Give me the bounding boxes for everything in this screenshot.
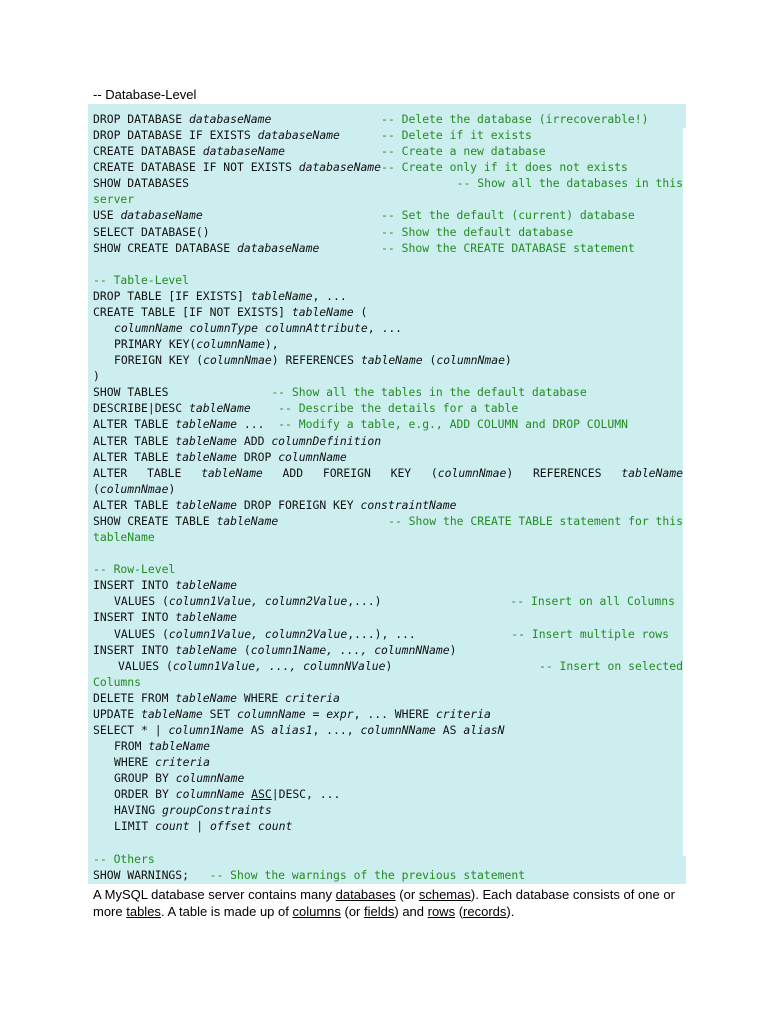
code-line: ALTER TABLE tableName ADD columnDefinition (93, 433, 382, 448)
link-tables[interactable]: tables (126, 904, 161, 919)
code-line: INSERT INTO tableName (93, 578, 238, 593)
code-line: CREATE DATABASE IF NOT EXISTS databaseName-- Create only if it does not exists (93, 160, 628, 175)
code-line: ALTER TABLE tableName ... -- Modify a table, e.g., ADD COLUMN and DROP COLUMN (93, 417, 628, 432)
link-databases[interactable]: databases (335, 887, 396, 902)
code-line: (columnNmae) (93, 481, 176, 496)
blank-line (93, 545, 683, 561)
code-line: server (93, 192, 135, 207)
link-records[interactable]: records (463, 904, 507, 919)
code-line: DROP DATABASE IF EXISTS databaseName -- Delete if it exists (93, 128, 532, 143)
code-line: DROP TABLE [IF EXISTS] tableName, ... (93, 288, 347, 303)
code-line: ALTER TABLE tableName DROP FOREIGN KEY constraintName (93, 497, 457, 512)
code-line: HAVING groupConstraints (114, 803, 272, 818)
code-line: -- Table-Level (93, 272, 190, 287)
code-line: ORDER BY columnName ASC|DESC, ... (114, 787, 341, 802)
code-line: DESCRIBE|DESC tableName -- Describe the details for a table (93, 401, 519, 416)
section-heading: -- Database-Level (93, 87, 197, 102)
code-block (93, 111, 683, 883)
code-line: VALUES (column1Value, column2Value,...) -- Insert on all Columns (114, 594, 675, 609)
blank-line (93, 835, 683, 851)
code-line: INSERT INTO tableName (column1Name, ..., columnNName) (93, 642, 457, 657)
code-line: FOREIGN KEY (columnNmae) REFERENCES tableName (columnNmae) (114, 353, 512, 368)
code-line: CREATE DATABASE databaseName -- Create a new database (93, 144, 546, 159)
code-line: LIMIT count | offset count (114, 819, 293, 834)
code-line: CREATE TABLE [IF NOT EXISTS] tableName ( (93, 304, 368, 319)
code-line: DELETE FROM tableName WHERE criteria (93, 690, 340, 705)
code-line: INSERT INTO tableName (93, 610, 238, 625)
code-line: PRIMARY KEY(columnName), (114, 337, 279, 352)
code-line: ) (93, 369, 100, 384)
code-line: SHOW CREATE TABLE tableName -- Show the CREATE TABLE statement for this (93, 513, 683, 528)
blank-line (93, 256, 683, 272)
code-line: VALUES (column1Value, ..., columnNValue) -- Insert on selected (118, 658, 683, 673)
code-line: SHOW CREATE DATABASE databaseName -- Show the CREATE DATABASE statement (93, 240, 635, 255)
link-rows[interactable]: rows (427, 904, 456, 919)
code-line: tableName (93, 530, 155, 545)
code-line: USE databaseName -- Set the default (current) database (93, 208, 635, 223)
code-line: SHOW TABLES -- Show all the tables in the default database (93, 385, 587, 400)
code-line: GROUP BY columnName (114, 771, 245, 786)
code-line: ALTER TABLE tableName ADD FOREIGN KEY (columnNmae) REFERENCES tableName (93, 465, 683, 480)
description-paragraph: A MySQL database server contains many databases (or schemas). Each database consists of one or more tables. A table is made up of columns (or fields) and rows (records). (93, 887, 675, 919)
code-line: SELECT * | column1Name AS alias1, ..., columnNName AS aliasN (93, 722, 505, 737)
code-line: UPDATE tableName SET columnName = expr, ... WHERE criteria (93, 706, 491, 721)
code-line: FROM tableName (114, 739, 211, 754)
code-line: WHERE criteria (114, 755, 211, 770)
code-line: DROP DATABASE databaseName -- Delete the database (irrecoverable!) (93, 112, 649, 126)
link-fields[interactable]: fields (364, 904, 395, 919)
code-line: -- Others (93, 851, 155, 866)
code-line: Columns (93, 674, 142, 689)
code-line: SHOW WARNINGS; -- Show the warnings of the previous statement (93, 867, 526, 882)
link-columns[interactable]: columns (292, 904, 341, 919)
code-block-edge (683, 128, 687, 856)
code-line: ALTER TABLE tableName DROP columnName (93, 449, 347, 464)
code-line: SELECT DATABASE() -- Show the default database (93, 224, 574, 239)
code-line: -- Row-Level (93, 562, 176, 577)
code-line: columnName columnType columnAttribute, ... (114, 321, 403, 336)
code-line: SHOW DATABASES -- Show all the databases in this (93, 176, 683, 191)
link-schemas[interactable]: schemas (418, 887, 471, 902)
code-line: VALUES (column1Value, column2Value,...), ... -- Insert multiple rows (114, 626, 669, 641)
